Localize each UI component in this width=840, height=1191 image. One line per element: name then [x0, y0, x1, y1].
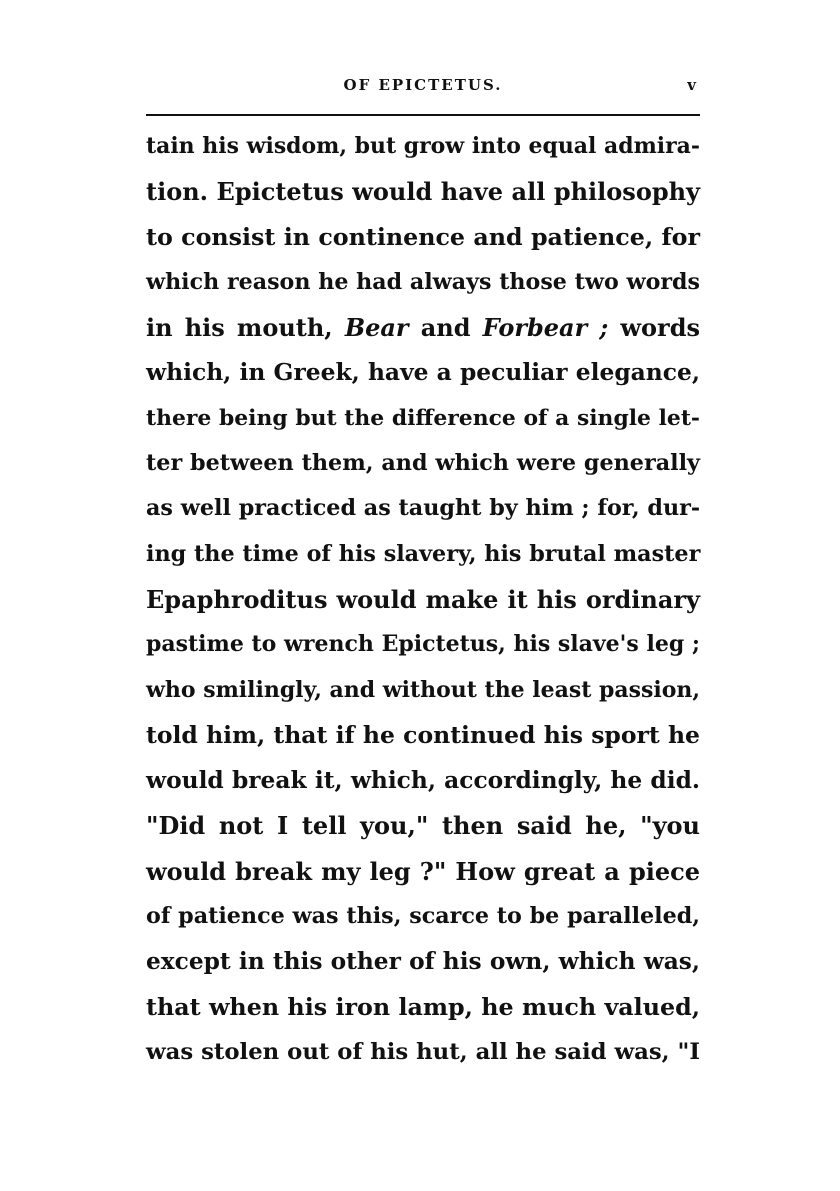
- header-rule: [146, 114, 700, 116]
- page-number: v: [687, 76, 696, 94]
- running-title: OF EPICTETUS.: [343, 76, 503, 94]
- text-line: was stolen out of his hut, all he said was, "I: [146, 1038, 700, 1065]
- text-line: would break it, which, accordingly, he did.: [146, 767, 700, 795]
- text-line: pastime to wrench Epictetus, his slave's leg ;: [146, 631, 700, 658]
- text-line: ter between them, and which were generally: [146, 450, 700, 477]
- text-line: which reason he had always those two words: [146, 268, 700, 295]
- text-line: "Did not I tell you," then said he, "you: [146, 811, 700, 841]
- line-segment: and: [408, 313, 483, 343]
- text-line: would break my leg ?" How great a piece: [146, 856, 700, 886]
- text-line: which, in Greek, have a peculiar elegance,: [146, 358, 700, 387]
- running-head: [146, 72, 700, 102]
- text-line-with-italics: [146, 305, 700, 350]
- italic-word-bear: Bear: [344, 313, 409, 343]
- text-line: ing the time of his slavery, his brutal master: [146, 540, 701, 567]
- text-line: there being but the difference of a single let-: [146, 404, 700, 431]
- text-line: who smilingly, and without the least passion,: [146, 676, 700, 703]
- text-line: to consist in continence and patience, for: [146, 222, 700, 251]
- text-line: tain his wisdom, but grow into equal admira-: [146, 133, 700, 159]
- line-segment: words: [608, 313, 700, 343]
- text-line: Epaphroditus would make it his ordinary: [146, 584, 700, 614]
- text-line: as well practiced as taught by him ; for, dur-: [146, 495, 701, 522]
- body-text: [146, 124, 700, 1075]
- line-segment: in his mouth,: [146, 313, 345, 343]
- text-line: of patience was this, scarce to be paralleled,: [146, 903, 700, 930]
- italic-word-forbear: Forbear ;: [482, 313, 609, 343]
- text-line: tion. Epictetus would have all philosophy: [146, 177, 700, 207]
- text-line: except in this other of his own, which was,: [146, 948, 700, 976]
- text-line: told him, that if he continued his sport he: [146, 720, 700, 749]
- text-line: that when his iron lamp, he much valued,: [146, 992, 700, 1021]
